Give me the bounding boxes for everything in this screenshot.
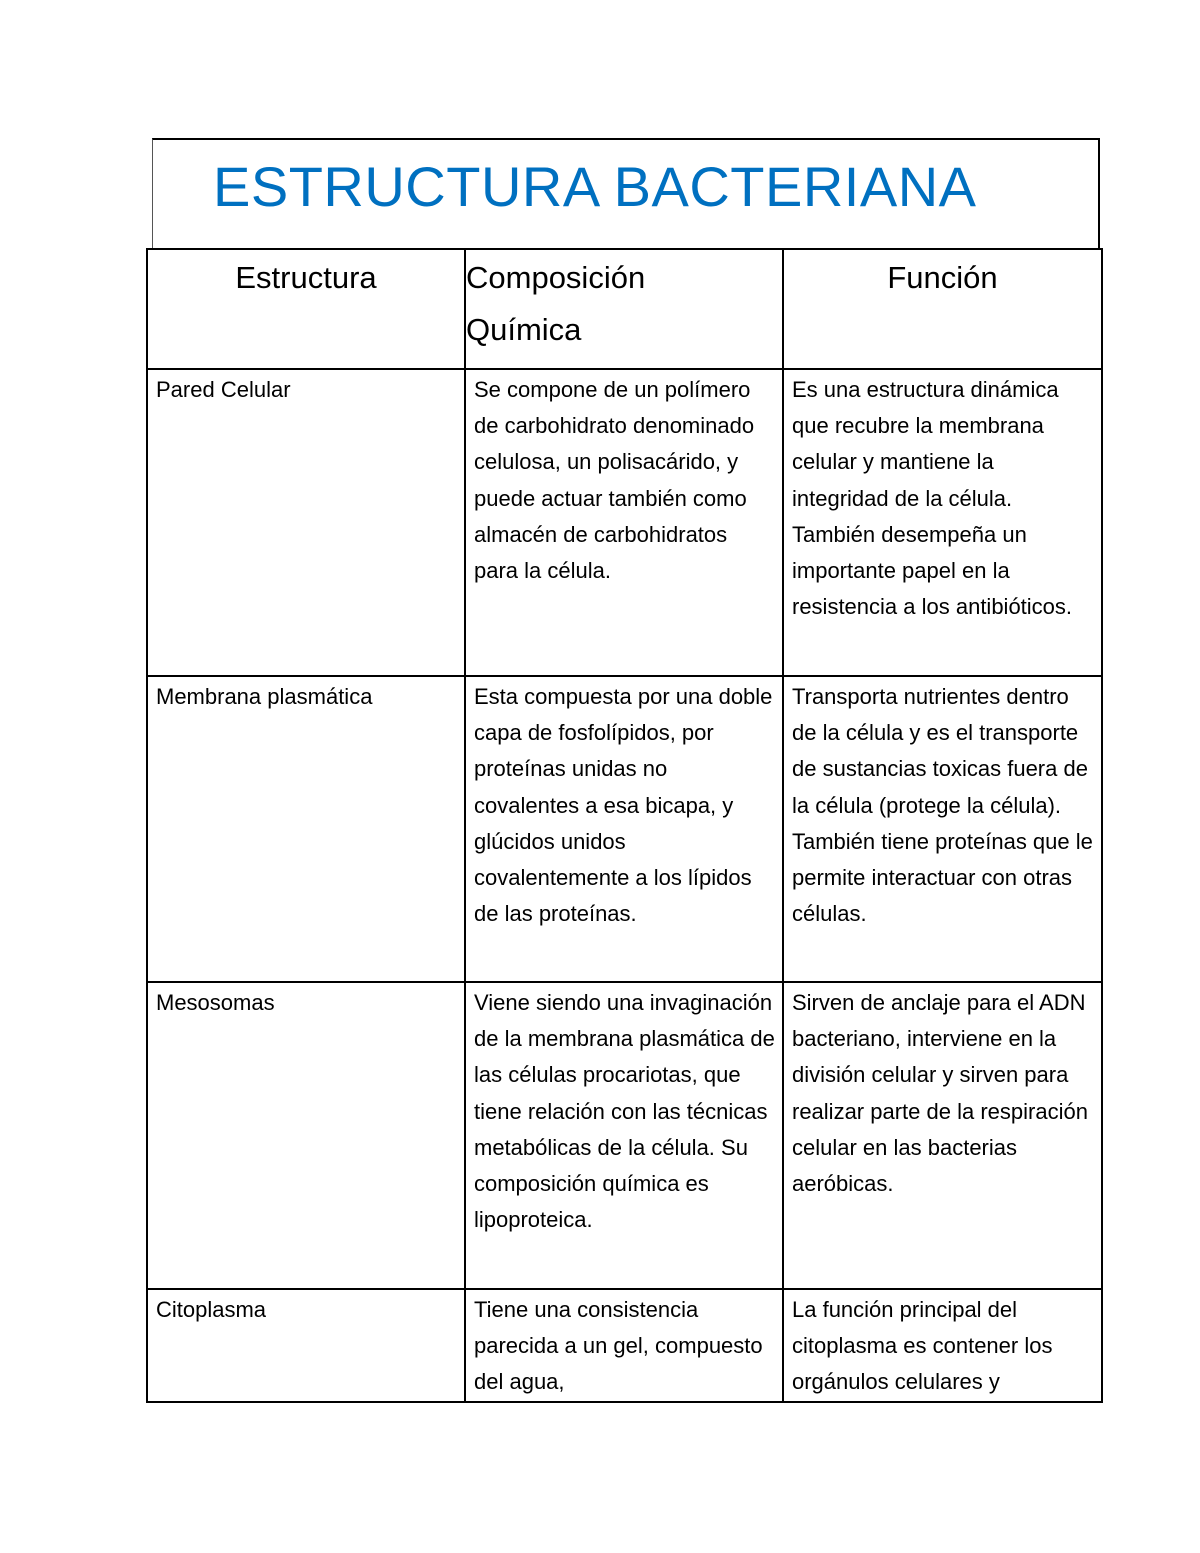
- structure-table: [146, 248, 1103, 1403]
- table-row: [147, 369, 1102, 676]
- header-composicion: [465, 249, 783, 369]
- cell-estructura: Pared Celular: [147, 369, 465, 676]
- header-composicion-line2: Química: [466, 312, 582, 347]
- cell-funcion: Es una estructura dinámica que recubre la membrana celular y mantiene la integridad de la célula. También desempeña un importante papel en la resistencia a los antibióticos.: [783, 369, 1102, 676]
- header-funcion: Función: [783, 249, 1102, 369]
- table-row: [147, 1289, 1102, 1402]
- cell-composicion: Se compone de un polímero de carbohidrato denominado celulosa, un polisacárido, y puede actuar también como almacén de carbohidratos para la célula.: [465, 369, 783, 676]
- cell-funcion: La función principal del citoplasma es contener los orgánulos celulares y: [783, 1289, 1102, 1402]
- cell-funcion: Sirven de anclaje para el ADN bacteriano, interviene en la división celular y sirven para realizar parte de la respiración celular en las bacterias aeróbicas.: [783, 982, 1102, 1289]
- table-row: [147, 676, 1102, 982]
- title-box: [152, 138, 1100, 250]
- cell-composicion: Esta compuesta por una doble capa de fosfolípidos, por proteínas unidas no covalentes a esa bicapa, y glúcidos unidos covalentemente a los lípidos de las proteínas.: [465, 676, 783, 982]
- header-estructura: Estructura: [147, 249, 465, 369]
- cell-composicion: Tiene una consistencia parecida a un gel, compuesto del agua,: [465, 1289, 783, 1402]
- cell-composicion: Viene siendo una invaginación de la membrana plasmática de las células procariotas, que tiene relación con las técnicas metabólicas de la célula. Su composición química es lipoproteica.: [465, 982, 783, 1289]
- header-composicion-line1: Composición: [466, 260, 646, 295]
- cell-estructura: Membrana plasmática: [147, 676, 465, 982]
- table-header-row: [147, 249, 1102, 369]
- cell-estructura: Mesosomas: [147, 982, 465, 1289]
- cell-estructura: Citoplasma: [147, 1289, 465, 1402]
- document-title: ESTRUCTURA BACTERIANA: [213, 155, 977, 218]
- table-row: [147, 982, 1102, 1289]
- cell-funcion: Transporta nutrientes dentro de la célula y es el transporte de sustancias toxicas fuera de la célula (protege la célula). También tiene proteínas que le permite interactuar con otras células.: [783, 676, 1102, 982]
